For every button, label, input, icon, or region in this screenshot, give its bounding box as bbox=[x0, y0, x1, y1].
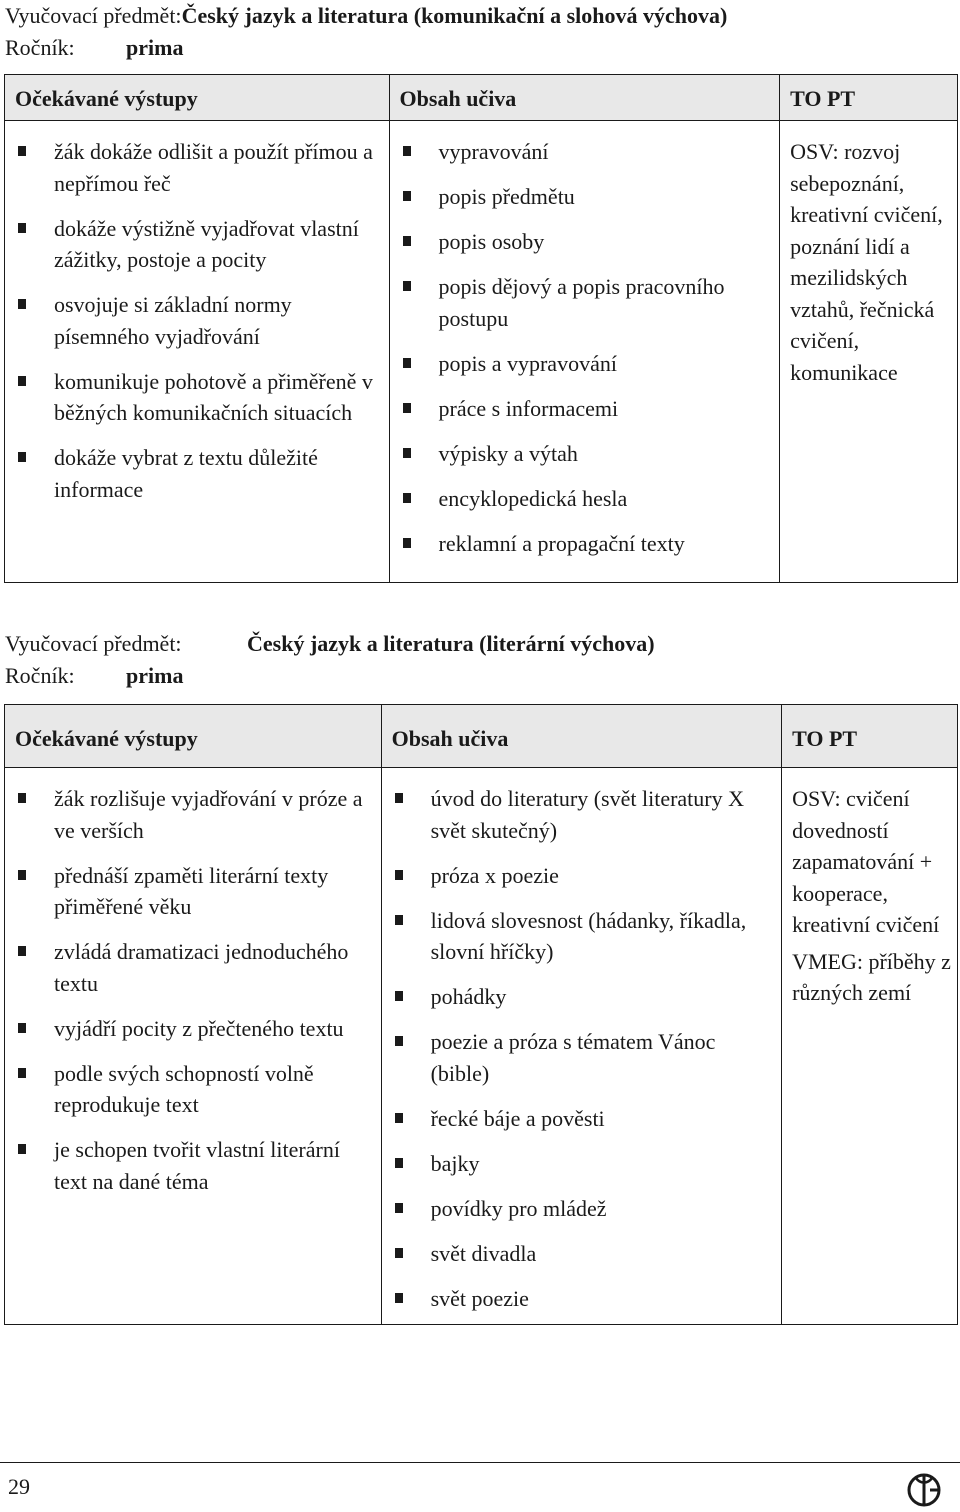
bullet-square-icon bbox=[395, 991, 403, 1001]
curriculum-table-2 bbox=[4, 704, 958, 1325]
content-item bbox=[392, 1238, 773, 1270]
content-item-text: povídky pro mládež bbox=[430, 1195, 607, 1221]
bullet-square-icon bbox=[403, 281, 411, 291]
topics-list bbox=[790, 136, 951, 388]
bullet-square-icon bbox=[403, 403, 411, 413]
outputs-list bbox=[15, 783, 373, 1197]
expected-output-item bbox=[15, 442, 381, 505]
expected-output-item bbox=[15, 136, 381, 199]
school-logo-icon bbox=[904, 1468, 944, 1508]
content-item-text: popis osoby bbox=[438, 229, 545, 254]
expected-output-item-text: dokáže výstižně vyjadřovat vlastní zážitky, postoje a pocity bbox=[54, 215, 359, 272]
bullet-square-icon bbox=[395, 1248, 403, 1258]
expected-output-item-text: zvládá dramatizaci jednoduchého textu bbox=[54, 939, 349, 996]
expected-output-item bbox=[15, 936, 373, 999]
expected-output-item bbox=[15, 1058, 373, 1121]
footer-divider bbox=[0, 1462, 960, 1463]
content-item-text: popis dějový a popis pracovního postupu bbox=[438, 274, 725, 331]
bullet-square-icon bbox=[18, 793, 26, 803]
expected-output-item-text: podle svých schopností volně reprodukuje text bbox=[54, 1060, 314, 1117]
topics-cell bbox=[780, 121, 958, 583]
expected-output-item bbox=[15, 1013, 373, 1045]
expected-output-item bbox=[15, 1134, 373, 1197]
content-item-text: poezie a próza s tématem Vánoc (bible) bbox=[430, 1029, 716, 1086]
subject-label: Vyučovací předmět: bbox=[5, 3, 182, 28]
bullet-square-icon bbox=[18, 1144, 26, 1154]
cross-curricular-topic: OSV: cvičení dovedností zapamatování + kooperace, kreativní cvičení bbox=[792, 786, 940, 937]
content-item-text: úvod do literatury (svět literatury X svět skutečný) bbox=[430, 786, 745, 843]
expected-output-item-text: je schopen tvořit vlastní literární text na dané téma bbox=[54, 1137, 340, 1194]
topics-cell bbox=[782, 768, 958, 1325]
expected-output-item-text: dokáže vybrat z textu důležité informace bbox=[54, 445, 318, 502]
bullet-square-icon bbox=[395, 1158, 403, 1168]
content-item-text: práce s informacemi bbox=[438, 395, 619, 421]
content-item bbox=[392, 1148, 773, 1180]
content-list bbox=[400, 136, 772, 559]
content-item-text: encyklopedická hesla bbox=[438, 485, 628, 511]
expected-output-item bbox=[15, 213, 381, 276]
content-item bbox=[392, 1103, 773, 1135]
content-item-text: pohádky bbox=[430, 984, 507, 1009]
expected-output-item-text: komunikuje pohotově a přiměřeně v běžných komunikačních situacích bbox=[54, 368, 373, 425]
grade-value: prima bbox=[126, 35, 184, 60]
outputs-cell bbox=[5, 768, 382, 1325]
header-outputs: Očekávané výstupy bbox=[5, 705, 382, 768]
bullet-square-icon bbox=[403, 538, 411, 548]
bullet-square-icon bbox=[18, 376, 26, 386]
bullet-square-icon bbox=[395, 1293, 403, 1303]
content-item-text: popis předmětu bbox=[438, 184, 575, 209]
content-item bbox=[400, 226, 772, 258]
content-item bbox=[392, 1026, 773, 1089]
content-item-text: výpisky a výtah bbox=[438, 440, 578, 466]
content-item-text: vypravování bbox=[438, 139, 549, 164]
grade-label: Ročník: bbox=[5, 663, 75, 688]
header-outputs: Očekávané výstupy bbox=[5, 75, 390, 121]
bullet-square-icon bbox=[18, 223, 26, 233]
outputs-cell bbox=[5, 121, 390, 583]
content-item bbox=[400, 271, 772, 334]
section2-header bbox=[5, 628, 655, 692]
bullet-square-icon bbox=[403, 358, 411, 368]
bullet-square-icon bbox=[18, 870, 26, 880]
content-item bbox=[392, 783, 773, 846]
content-item-text: svět poezie bbox=[430, 1285, 529, 1311]
bullet-square-icon bbox=[18, 146, 26, 156]
content-cell bbox=[381, 768, 781, 1325]
bullet-square-icon bbox=[403, 146, 411, 156]
content-item bbox=[400, 528, 772, 560]
expected-output-item bbox=[15, 366, 381, 429]
bullet-square-icon bbox=[403, 191, 411, 201]
bullet-square-icon bbox=[403, 448, 411, 458]
bullet-square-icon bbox=[395, 1036, 403, 1046]
cross-curricular-topic: VMEG: příběhy z různých zemí bbox=[792, 948, 951, 1005]
content-list bbox=[392, 783, 773, 1314]
content-item bbox=[392, 981, 773, 1013]
expected-output-item-text: žák rozlišuje vyjadřování v próze a ve verších bbox=[54, 786, 363, 843]
outputs-list bbox=[15, 136, 381, 505]
section1-header bbox=[5, 0, 727, 64]
expected-output-item-text: žák dokáže odlišit a použít přímou a nepřímou řeč bbox=[54, 139, 373, 196]
content-item-text: řecké báje a pověsti bbox=[430, 1105, 605, 1131]
content-item bbox=[400, 393, 772, 425]
content-item bbox=[392, 905, 773, 968]
bullet-square-icon bbox=[395, 915, 403, 925]
grade-value: prima bbox=[126, 663, 184, 688]
grade-label: Ročník: bbox=[5, 35, 75, 60]
expected-output-item bbox=[15, 860, 373, 923]
bullet-square-icon bbox=[395, 793, 403, 803]
header-topics: TO PT bbox=[782, 705, 958, 768]
bullet-square-icon bbox=[18, 1023, 26, 1033]
header-content: Obsah učiva bbox=[381, 705, 781, 768]
bullet-square-icon bbox=[395, 870, 403, 880]
content-item bbox=[400, 483, 772, 515]
header-content: Obsah učiva bbox=[389, 75, 780, 121]
content-item bbox=[392, 860, 773, 892]
bullet-square-icon bbox=[395, 1113, 403, 1123]
bullet-square-icon bbox=[403, 493, 411, 503]
content-item-text: popis a vypravování bbox=[438, 350, 617, 376]
content-item bbox=[400, 136, 772, 168]
topics-list bbox=[792, 783, 951, 1009]
content-item-text: próza x poezie bbox=[430, 862, 559, 888]
page-number: 29 bbox=[8, 1474, 30, 1499]
curriculum-table-1 bbox=[4, 74, 958, 583]
bullet-square-icon bbox=[18, 1068, 26, 1078]
content-item bbox=[400, 348, 772, 380]
expected-output-item-text: přednáší zpaměti literární texty přiměřené věku bbox=[54, 862, 329, 919]
content-item-text: lidová slovesnost (hádanky, říkadla, slovní hříčky) bbox=[430, 907, 747, 964]
content-cell bbox=[389, 121, 780, 583]
bullet-square-icon bbox=[18, 946, 26, 956]
bullet-square-icon bbox=[395, 1203, 403, 1213]
subject-label: Vyučovací předmět: bbox=[5, 631, 182, 656]
expected-output-item-text: vyjádří pocity z přečteného textu bbox=[54, 1015, 344, 1041]
expected-output-item bbox=[15, 783, 373, 846]
content-item bbox=[400, 438, 772, 470]
content-item-text: bajky bbox=[430, 1150, 480, 1176]
content-item bbox=[392, 1193, 773, 1225]
content-item-text: reklamní a propagační texty bbox=[438, 530, 685, 556]
subject-value: Český jazyk a literatura (komunikační a slohová výchova) bbox=[181, 3, 728, 28]
content-item-text: svět divadla bbox=[430, 1240, 537, 1266]
cross-curricular-topic: OSV: rozvoj sebepoznání, kreativní cvičení, poznání lidí a mezilidských vztahů, řečnická cvičení, komunikace bbox=[790, 139, 943, 385]
subject-value: Český jazyk a literatura (literární výchova) bbox=[247, 631, 655, 656]
bullet-square-icon bbox=[403, 236, 411, 246]
bullet-square-icon bbox=[18, 452, 26, 462]
bullet-square-icon bbox=[18, 299, 26, 309]
content-item bbox=[400, 181, 772, 213]
expected-output-item-text: osvojuje si základní normy písemného vyjadřování bbox=[54, 292, 292, 349]
header-topics: TO PT bbox=[780, 75, 958, 121]
content-item bbox=[392, 1283, 773, 1315]
expected-output-item bbox=[15, 289, 381, 352]
